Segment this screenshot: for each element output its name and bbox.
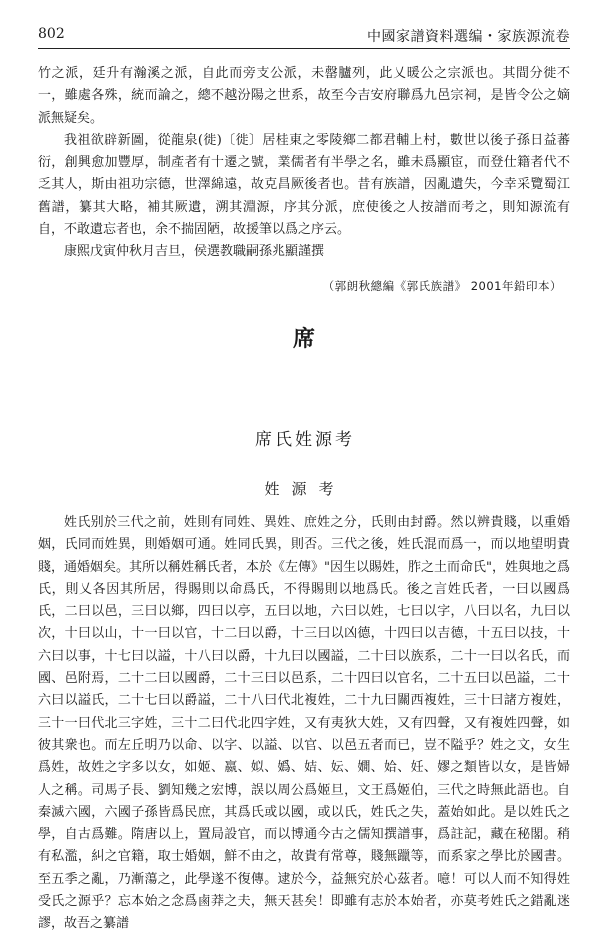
body-text-block (38, 512, 570, 936)
paragraph: 竹之派，廷升有瀚溪之派，自此而旁支公派，未罄臚列，此乂暖公之宗派也。其間分徙不一，雖處各殊，統而論之，總不越汾陽之世系，故至今吉安府聯爲九邑宗祠，是皆令公之嫡派無疑矣。 (38, 66, 570, 126)
running-title: 中國家譜資料選编・家族源流卷 (367, 29, 570, 45)
page-header (38, 22, 570, 49)
paragraph: 姓氏别於三代之前，姓則有同姓、異姓、庶姓之分，氏則由封爵。然以辨貴賤，以重婚姻，氏同而姓異，則婚姻可通。姓同氏異，則否。三代之後，姓氏混而爲一，而以地望明貴賤，通婚姻矣。其所以稱姓稱氏者，本於《左傳》"因生以賜姓，胙之土而命氏"，姓與地之爲氏，則乂各因其所居，得賜則以命爲氏，不得賜則以地爲氏。後之言姓氏者，一曰以國爲氏，二曰以邑，三曰以鄉，四曰以亭，五曰以地，六曰以姓，七曰以字，八曰以名，九曰以次，十曰以山，十一曰以官，十二曰以爵，十三曰以凶德，十四曰以吉德，十五曰以技，十六曰以事，十七曰以謚，十八曰以爵，十九曰以國謚，二十曰以族系，二十一曰以名氏，而國、邑附焉，二十二曰以國爵，二十三曰以邑系，二十四曰以官名，二十五曰以邑謚，二十六曰以謚氏，二十七曰以爵謚，二十八曰代北複姓，二十九曰關西複姓，三十曰諸方複姓，三十一曰代北三字姓，三十二曰代北四字姓，又有夷狄大姓，又有四聲，又有複姓四聲，如彼其衆也。而左丘明乃以命、以字、以謚、以官、以邑五者而已，豈不隘乎？姓之文，女生爲姓，故姓之字多以女，如姬、嬴、姒、嬀、姞、妘、嫺、姶、妊、嫪之類皆以女，是皆婦人之稱。司馬子長、劉知幾之宏博，誤以周公爲姬旦，文王爲姬伯，三代之時無此語也。自秦滅六國，六國子孫皆爲民庶，其爲氏或以國，或以氏，姓氏之失，蓋始如此。是以姓氏之學，自古爲難。隋唐以上，置局設官，而以博通今古之儒知撰譜事，爲註記，藏在秘閣。稍有私濫，糾之官籍，取士婚姻，鮮不由之，故貴有常尊，賤無躐等，而系家之學比於國書。至五季之亂，乃漸蕩之，此學遂不復傳。逮於今，益無究於心茲者。噫！可以人而不知得姓受氏之源乎？忘本始之念爲鹵莽之夫，無天甚矣！即雖有志於本始者，亦莫考姓氏之錯亂迷謬，故吾之纂譜 (38, 515, 570, 932)
signature-line: 康熙戊寅仲秋月吉旦，侯選教職嗣孫兆顯謹撰 (64, 244, 325, 260)
paragraph: 我祖欲辟新圖，從龍泉(徙)〔徙〕居桂東之零陵鄉二都君輔上村，數世以後子孫日益蕃衍，創興愈加豐厚，制產者有十遷之號，業儒者有半學之名，雖未爲顯宦，而登仕籍者代不乏其人，斯由祖功宗德，世澤綿遠，故克昌厥後者也。昔有族譜，因亂遺失，今幸采覽蜀江舊譜，纂其大略，補其厥遺，溯其淵源，序其分派，庶使後之人按譜而考之，則知源流有自，不敢遺忘者也，余不揣固陋，故援筆以爲之序云。 (38, 132, 570, 238)
source-credit: （郭朗秋總編《郭氏族譜》 2001年鉛印本） (322, 279, 562, 293)
page-number: 802 (38, 26, 65, 42)
clan-title: 席 (292, 326, 317, 352)
sub-title: 姓源考 (264, 480, 346, 498)
continued-text-block (38, 63, 570, 264)
section-title: 席氏姓源考 (255, 430, 355, 450)
